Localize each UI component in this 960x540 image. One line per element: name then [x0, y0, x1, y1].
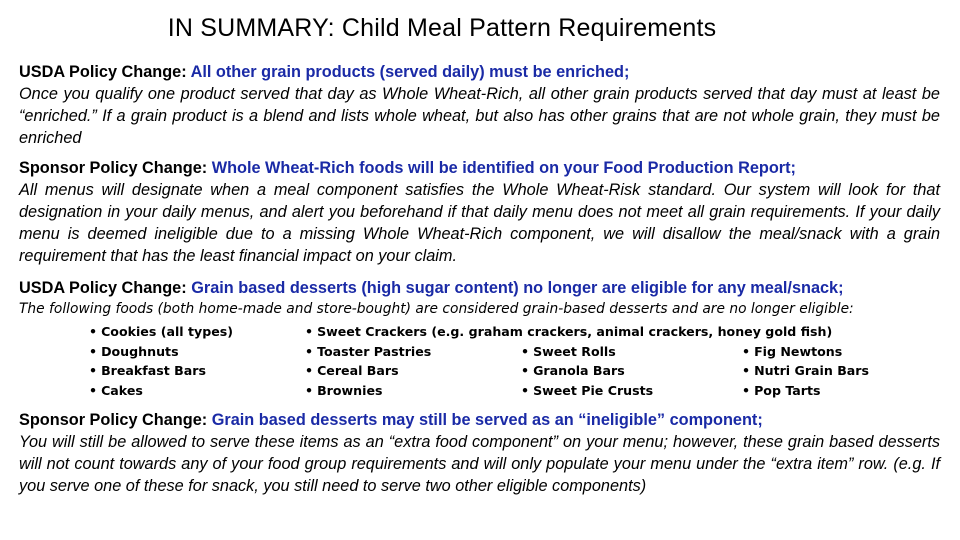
food-item: [89, 361, 206, 381]
policy-headline: All other grain products (served daily) must be enriched;: [190, 63, 630, 81]
policy-label: Sponsor Policy Change:: [19, 411, 208, 429]
bullet-icon: •: [521, 363, 530, 379]
bullet-icon: •: [89, 383, 98, 399]
policy-text: All menus will designate when a meal component satisfies the Whole Wheat-Risk standard. Our system will look for that designation in your daily menus, and alert you beforehand if that daily menu does not meet all grain requirements. If your daily menu is deemed ineligible due to a missing Whole Wheat-Rich component, we will disallow the meal/snack with a grain requirement that has the least financial impact on your claim.: [19, 181, 940, 265]
food-row: [89, 381, 909, 401]
section-heading: [19, 409, 940, 431]
bullet-icon: •: [89, 343, 98, 359]
food-item-label: Fig Newtons: [754, 343, 843, 359]
policy-headline: Grain based desserts may still be served as an “ineligible” component;: [211, 411, 763, 429]
section-enriched-grains: [19, 61, 940, 149]
bullet-icon: •: [521, 343, 530, 359]
section-ineligible-component: [19, 409, 940, 497]
food-item-label: Nutri Grain Bars: [754, 363, 870, 379]
food-row: [89, 342, 909, 362]
food-item: [742, 342, 842, 362]
food-item: [521, 342, 616, 362]
food-row: [89, 322, 909, 342]
bullet-icon: •: [89, 324, 98, 339]
food-item-label: Cakes: [101, 383, 143, 399]
bullet-icon: •: [742, 343, 751, 359]
bullet-icon: •: [742, 383, 751, 399]
policy-label: Sponsor Policy Change:: [19, 159, 208, 177]
page-title: IN SUMMARY: Child Meal Pattern Requirements: [167, 14, 717, 42]
bullet-icon: •: [89, 363, 98, 379]
bullet-icon: •: [742, 363, 751, 379]
food-item: [305, 381, 382, 401]
food-item: [89, 322, 233, 342]
policy-label: USDA Policy Change:: [19, 63, 187, 81]
food-item-label: Doughnuts: [101, 343, 179, 359]
food-item: [521, 381, 653, 401]
food-item-label: Brownies: [317, 383, 383, 399]
food-row: [89, 361, 909, 381]
food-item-label: Sweet Crackers (e.g. graham crackers, animal crackers, honey gold fish): [317, 324, 833, 339]
policy-headline: Whole Wheat-Rich foods will be identified on your Food Production Report;: [211, 159, 796, 177]
bullet-icon: •: [521, 383, 530, 399]
food-item-label: Toaster Pastries: [317, 343, 432, 359]
food-item: [89, 342, 179, 362]
policy-label: USDA Policy Change:: [19, 279, 187, 297]
bullet-icon: •: [305, 324, 314, 339]
section-heading: [19, 277, 940, 299]
food-item: [305, 361, 399, 381]
food-item-label: Sweet Rolls: [533, 343, 616, 359]
food-item-label: Granola Bars: [533, 363, 625, 379]
bullet-icon: •: [305, 343, 314, 359]
food-item-label: Cereal Bars: [317, 363, 399, 379]
bullet-icon: •: [305, 383, 314, 399]
food-item-label: Pop Tarts: [754, 383, 821, 399]
food-item: [305, 342, 431, 362]
food-item: [89, 381, 143, 401]
food-item: [305, 322, 832, 342]
bullet-icon: •: [305, 363, 314, 379]
ineligible-foods-intro: The following foods (both home-made and store-bought) are considered grain-based desserts and are no longer eligible:: [19, 301, 854, 317]
food-item-label: Sweet Pie Crusts: [533, 383, 654, 399]
food-item: [742, 381, 821, 401]
section-heading: [19, 61, 940, 83]
food-item: [521, 361, 625, 381]
food-item-label: Cookies (all types): [101, 324, 234, 339]
food-item-label: Breakfast Bars: [101, 363, 206, 379]
ineligible-foods-list: [89, 322, 909, 401]
policy-headline: Grain based desserts (high sugar content) no longer are eligible for any meal/snack;: [191, 279, 844, 297]
policy-text: Once you qualify one product served that day as Whole Wheat-Rich, all other grain products served that day must at least be “enriched.” If a grain product is a blend and lists whole wheat, but also has other grains that are not whole grain, they must be enriched: [19, 85, 940, 147]
section-whole-wheat-rich: [19, 157, 940, 267]
food-item: [742, 361, 869, 381]
section-grain-desserts: [19, 277, 940, 320]
policy-text: You will still be allowed to serve these items as an “extra food component” on your menu; however, these grain based desserts will not count towards any of your food group requirements and will only populate your menu under the “extra item” row. (e.g. If you serve one of these for snack, you still need to serve two other eligible components): [19, 433, 940, 495]
section-heading: [19, 157, 940, 179]
